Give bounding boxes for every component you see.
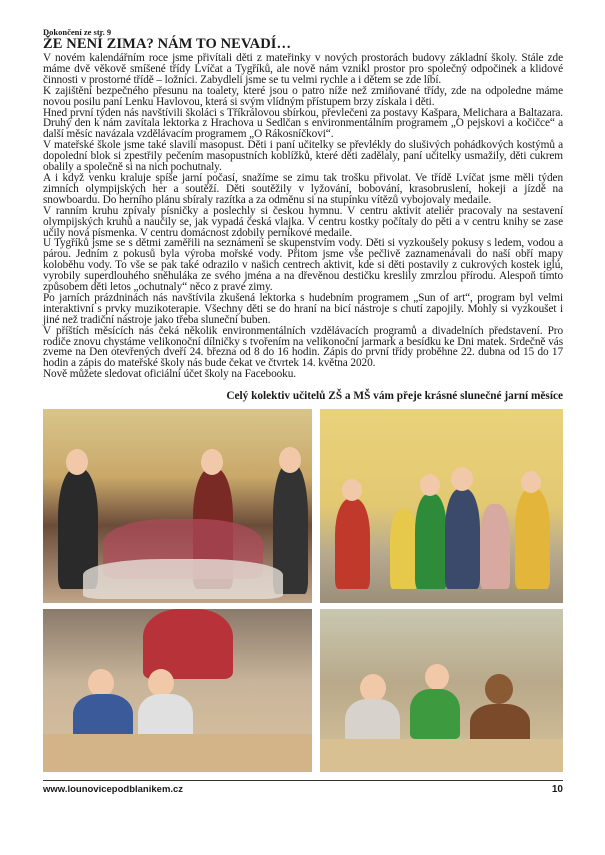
photo-children-costumes <box>320 409 563 603</box>
continued-from-note: Dokončení ze str. 9 <box>43 27 112 37</box>
paragraph: A i když venku kraluje spíše jarní počasí, snažíme se zimu tak trošku přivolat. Ve třídě Lvíčat jsme měli týden zimních olympijských her a soutěží. Děti soutěžily v lyžování, bobování, krasobruslení, hokeji a jízdě na snowboardu. Do herního plánu sbíraly razítka a za odměnu si na stupínku vítězů vybojovaly medaile. <box>43 171 563 206</box>
footer-website-link[interactable]: www.lounovicepodblanikem.cz <box>43 784 184 796</box>
article-title: ŽE NENÍ ZIMA? NÁM TO NEVADÍ… <box>43 36 292 52</box>
paragraph: Po jarních prázdninách nás navštívila zkušená lektorka s hudebním programem „Sun of art“, program byl velmi interaktivní s prvky muzikoterapie. Všechny děti se do hraní na bicí nástroje s chutí zapojily. Mohly si vyzkoušet i jiné než tradiční nástroje jako třeba sluneční buben. <box>43 291 563 326</box>
article-body <box>43 53 563 380</box>
paragraph: U Tygříků jsme se s dětmi zaměřili na seznámení se skupenstvím vody. Děti si vyzkoušely pokusy s ledem, vodou a párou. Jedním z pokusů byla výroba mořské vody. Přitom jsme vše pečlivě zaznamenávali do naší obří mapy koloběhu vody. To vše se pak také odrazilo v našich centrech aktivit, kde si děti postavily z cukrových kostek iglú, vyrobily superdlouhého sněhuláka ze svého jména a na dřevěnou destičku kreslily zmrzlou přírodu. Alespoň tímto způsobem děti letos „ochutnaly“ něco z pravé zimy. <box>43 237 563 294</box>
photo-grid <box>43 409 563 772</box>
paragraph: Nově můžete sledovat oficiální účet školy na Facebooku. <box>43 368 296 381</box>
paragraph: V novém kalendářním roce jsme přivítali děti z mateřinky v nových prostorách budovy základní školy. Stále zde máme dvě věkově smíšené třídy Lvíčat a Tygříků, ale nově nám vznikl prostor pro společný odpočinek a klidové činnosti v prostorné třídě – ložnici. Zabydleli jsme se tu velmi rychle a i dětem se zde líbí. <box>43 52 563 86</box>
paragraph: V ranním kruhu zpívaly písničky a poslechly si českou hymnu. V centru aktivit ateliér pracovaly na sestavení olympijských kruhů a naučily se, jak vypadá česká vlajka. V centru kostky počítaly do pěti a v centru knihy se zase učily nová písmenka. V centru domácnost zdobily perníkové medaile. <box>43 204 563 239</box>
photo-caption: Celý kolektiv učitelů ZŠ a MŠ vám přeje krásné slunečné jarní měsíce <box>226 390 563 403</box>
photo-children-playing <box>320 609 563 772</box>
photo-children-at-table <box>43 609 312 772</box>
footer-divider <box>43 780 563 781</box>
page <box>43 0 563 808</box>
paragraph: V příštích měsících nás čeká několik environmentálních vzdělávacích programů a divadelních představení. Pro rodiče znovu chystáme velikonoční dílničky s tvořením na velikonoční jarmark a besídku ke Dni matek. Srdečně vás zveme na Den otevřených dveří 24. března od 8 do 16 hodin. Zápis do první třídy proběhne 22. dubna od 15 do 17 hodin a zápis do mateřské školy nás bude čekat ve čtvrtek 14. května 2020. <box>43 324 563 370</box>
photo-group-costumes <box>43 409 312 603</box>
page-number: 10 <box>551 784 563 796</box>
paragraph: V mateřské škole jsme také slavili masopust. Děti i paní učitelky se převlékly do slušivých pohádkových kostýmů a dopolední blok si zpestřily pečením masopustních koblížků, které děti zadělaly, paní učitelky usmažily, děti cukrem obalily a společně si na nich pochutnaly. <box>43 139 563 174</box>
paragraph: K zajištění bezpečného přesunu na toalety, které jsou o patro níže než zmiňované třídy, zde na odpoledne máme novou posilu paní Lenku Havlovou, která si svým vlídným přístupem brzy získala i děti. <box>43 84 563 108</box>
paragraph: Hned první týden nás navštívili školáci s Tříkrálovou sbírkou, převlečeni za postavy Kašpara, Melichara a Baltazara. Druhý den k nám zavítala lektorka z Hrachova u Sedlčan s environmentálním programem „O pejskovi a kočičce“ a další měsíc navázala vzdělávacím programem „O Rákosníčkovi“. <box>43 106 563 141</box>
footer <box>43 784 563 796</box>
